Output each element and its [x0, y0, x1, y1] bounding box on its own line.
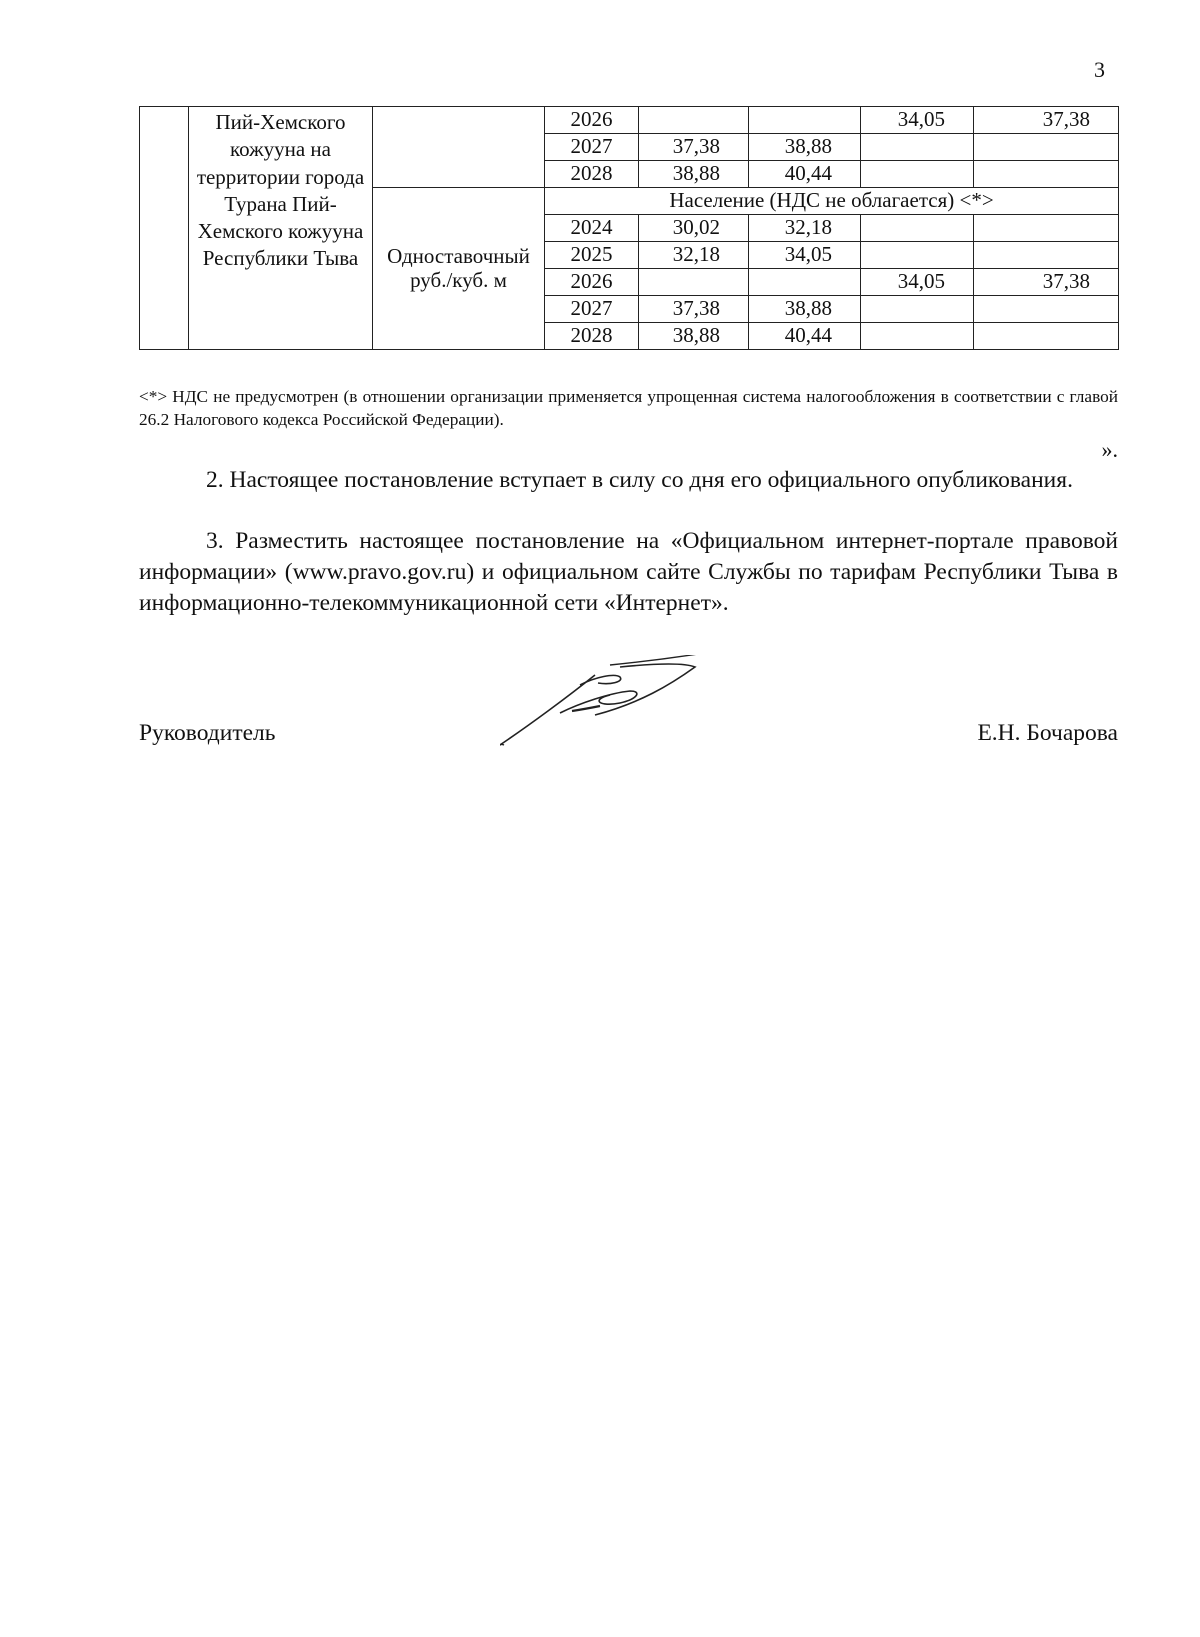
- signatory-name: Е.Н. Бочарова: [977, 720, 1118, 746]
- tariff-type-cell: Одноставочный руб./куб. м: [373, 188, 545, 350]
- value-cell: 30,02: [639, 215, 749, 242]
- handwritten-signature: [500, 655, 790, 785]
- footnote: <*> НДС не предусмотрен (в отношении организации применяется упрощенная система налогообложения в соответствии с главой 26.2 Налогового кодекса Российской Федерации).: [139, 387, 1118, 430]
- paragraph-2: 2. Настоящее постановление вступает в силу со дня его официального опубликования.: [206, 467, 1073, 493]
- value-cell: 32,18: [639, 242, 749, 269]
- value-cell: [974, 242, 1119, 269]
- value-cell: [861, 134, 974, 161]
- value-cell: 40,44: [749, 323, 861, 350]
- year-cell: 2026: [545, 269, 639, 296]
- value-cell: 34,05: [861, 107, 974, 134]
- paragraph-3: 3. Разместить настоящее постановление на «Официальном интернет-портале правовой информации» (www.pravo.gov.ru) и официальном сайте Службы по тарифам Республики Тыва в информационно-телекоммуникационной сети «Интернет».: [139, 528, 1118, 616]
- value-cell: [974, 296, 1119, 323]
- value-cell: 40,44: [749, 161, 861, 188]
- closing-quote: ».: [1101, 437, 1118, 462]
- page-number: 3: [1094, 57, 1105, 82]
- value-cell: 37,38: [639, 134, 749, 161]
- value-cell: 38,88: [639, 323, 749, 350]
- year-cell: 2025: [545, 242, 639, 269]
- population-header: Население (НДС не облагается) <*>: [545, 188, 1119, 215]
- table-row: [140, 107, 1119, 134]
- year-cell: 2028: [545, 161, 639, 188]
- value-cell: [861, 296, 974, 323]
- value-cell: [861, 323, 974, 350]
- value-cell: [639, 107, 749, 134]
- tariff-type-cell-top: [373, 107, 545, 188]
- signatory-title: Руководитель: [139, 720, 276, 746]
- value-cell: [749, 107, 861, 134]
- tariff-table: [139, 106, 1119, 350]
- value-cell: [861, 161, 974, 188]
- year-cell: 2027: [545, 134, 639, 161]
- value-cell: [639, 269, 749, 296]
- value-cell: [974, 215, 1119, 242]
- value-cell: 37,38: [974, 107, 1119, 134]
- value-cell: 38,88: [749, 296, 861, 323]
- value-cell: 37,38: [974, 269, 1119, 296]
- year-cell: 2024: [545, 215, 639, 242]
- year-cell: 2027: [545, 296, 639, 323]
- value-cell: 34,05: [749, 242, 861, 269]
- row-number-cell: [140, 107, 189, 350]
- value-cell: [974, 134, 1119, 161]
- year-cell: 2028: [545, 323, 639, 350]
- value-cell: [861, 215, 974, 242]
- value-cell: 37,38: [639, 296, 749, 323]
- value-cell: [974, 323, 1119, 350]
- year-cell: 2026: [545, 107, 639, 134]
- value-cell: [749, 269, 861, 296]
- value-cell: 32,18: [749, 215, 861, 242]
- value-cell: [861, 242, 974, 269]
- value-cell: [974, 161, 1119, 188]
- area-cell: Пий-Хемского кожууна на территории города Турана Пий-Хемского кожууна Республики Тыва: [189, 107, 373, 350]
- value-cell: 34,05: [861, 269, 974, 296]
- value-cell: 38,88: [639, 161, 749, 188]
- value-cell: 38,88: [749, 134, 861, 161]
